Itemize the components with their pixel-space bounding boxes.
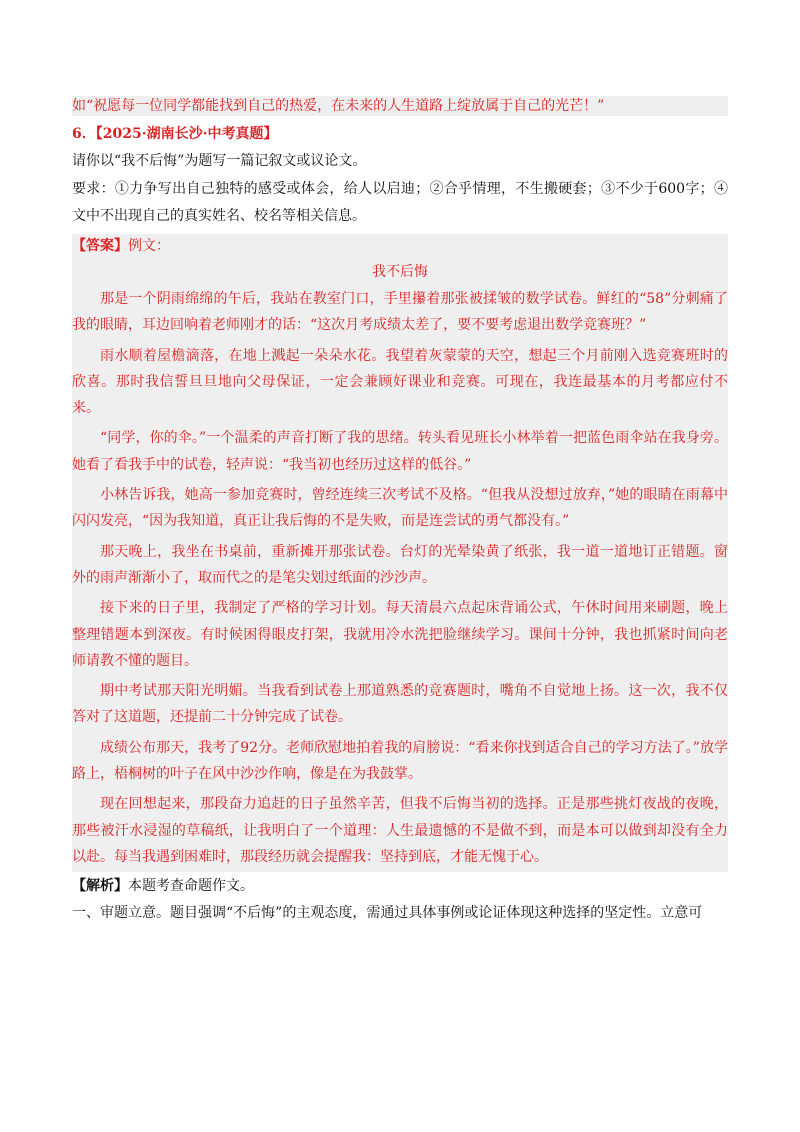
essay-paragraph: 成绩公布那天，我考了92分。老师欣慰地拍着我的肩膀说：“看来你找到适合自己的学习方法了。”放学路上，梧桐树的叶子在风中沙沙作响，像是在为我鼓掌。 [72, 739, 728, 783]
question-block [72, 122, 728, 230]
essay-paragraph: 期中考试那天阳光明媚。当我看到试卷上那道熟悉的竞赛题时，嘴角不自觉地上扬。这一次，我不仅答对了这道题，还提前二十分钟完成了试卷。 [72, 683, 728, 726]
essay-paragraph: 现在回想起来，那段奋力追赶的日子虽然辛苦，但我不后悔当初的选择。正是那些挑灯夜战的夜晚，那些被汗水浸湿的草稿纸，让我明白了一个道理：人生最遗憾的不是做不到，而是本可以做到却没有全力以赴。每当我遇到困难时，那段经历就会提醒我：坚持到底，才能无愧于心。 [72, 796, 728, 865]
essay-paragraph: 接下来的日子里，我制定了严格的学习计划。每天清晨六点起床背诵公式，午休时间用来刷题，晚上整理错题本到深夜。有时候困得眼皮打架，我就用冷水洗把脸继续学习。课间十分钟，我也抓紧时间向老师请教不懂的题目。 [72, 600, 728, 669]
essay-paragraph: “同学，你的伞。”一个温柔的声音打断了我的思绪。转头看见班长小林举着一把蓝色雨伞站在我身旁。她看了看我手中的试卷，轻声说：“我当初也经历过这样的低谷。” [72, 430, 728, 473]
question-requirements: 要求：①力争写出自己独特的感受或体会，给人以启迪；②合乎情理，不生搬硬套；③不少于600字；④文中不出现自己的真实姓名、校名等相关信息。 [72, 181, 728, 224]
essay-paragraph: 那是一个阴雨绵绵的午后，我站在教室门口，手里攥着那张被揉皱的数学试卷。鲜红的“58”分刺痛了我的眼睛，耳边回响着老师刚才的话：“这次月考成绩太差了，要不要考虑退出数学竞赛班？” [72, 291, 728, 334]
question-number: 6． [72, 126, 96, 142]
analysis-intro: 本题考查命题作文。 [128, 878, 254, 895]
analysis-block [72, 874, 728, 926]
essay-paragraph: 那天晚上，我坐在书桌前，重新摊开那张试卷。台灯的光晕染黄了纸张，我一道一道地订正错题。窗外的雨声渐渐小了，取而代之的是笔尖划过纸面的沙沙声。 [72, 543, 728, 586]
answer-heading [72, 234, 728, 258]
answer-label: 【答案】 [72, 238, 128, 254]
essay-paragraph: 小林告诉我，她高一参加竞赛时，曾经连续三次考试不及格。“但我从没想过放弃，”她的眼睛在雨幕中闪闪发亮，“因为我知道，真正让我后悔的不是失败，而是连尝试的勇气都没有。” [72, 487, 728, 530]
essay-title: 我不后悔 [372, 264, 428, 280]
answer-intro: 例文： [128, 238, 170, 254]
analysis-heading [72, 874, 728, 899]
document-page [72, 96, 728, 926]
question-heading [72, 122, 728, 147]
analysis-line: 一、审题立意。题目强调“不后悔”的主观态度，需通过具体事例或论证体现这种选择的坚定性。立意可 [72, 905, 703, 922]
quote-line: 如“祝愿每一位同学都能找到自己的热爱，在未来的人生道路上绽放属于自己的光芒！” [72, 96, 728, 116]
analysis-label: 【解析】 [72, 878, 128, 895]
question-source: 【2025·湖南长沙·中考真题】 [95, 126, 278, 142]
question-prompt: 请你以“我不后悔”为题写一篇记叙文或议论文。 [72, 153, 367, 169]
answer-block [72, 234, 728, 872]
essay-paragraph: 雨水顺着屋檐滴落，在地上溅起一朵朵水花。我望着灰蒙蒙的天空，想起三个月前刚入选竞赛班时的欣喜。那时我信誓旦旦地向父母保证，一定会兼顾好课业和竞赛。可现在，我连最基本的月考都应付不来。 [72, 347, 728, 417]
